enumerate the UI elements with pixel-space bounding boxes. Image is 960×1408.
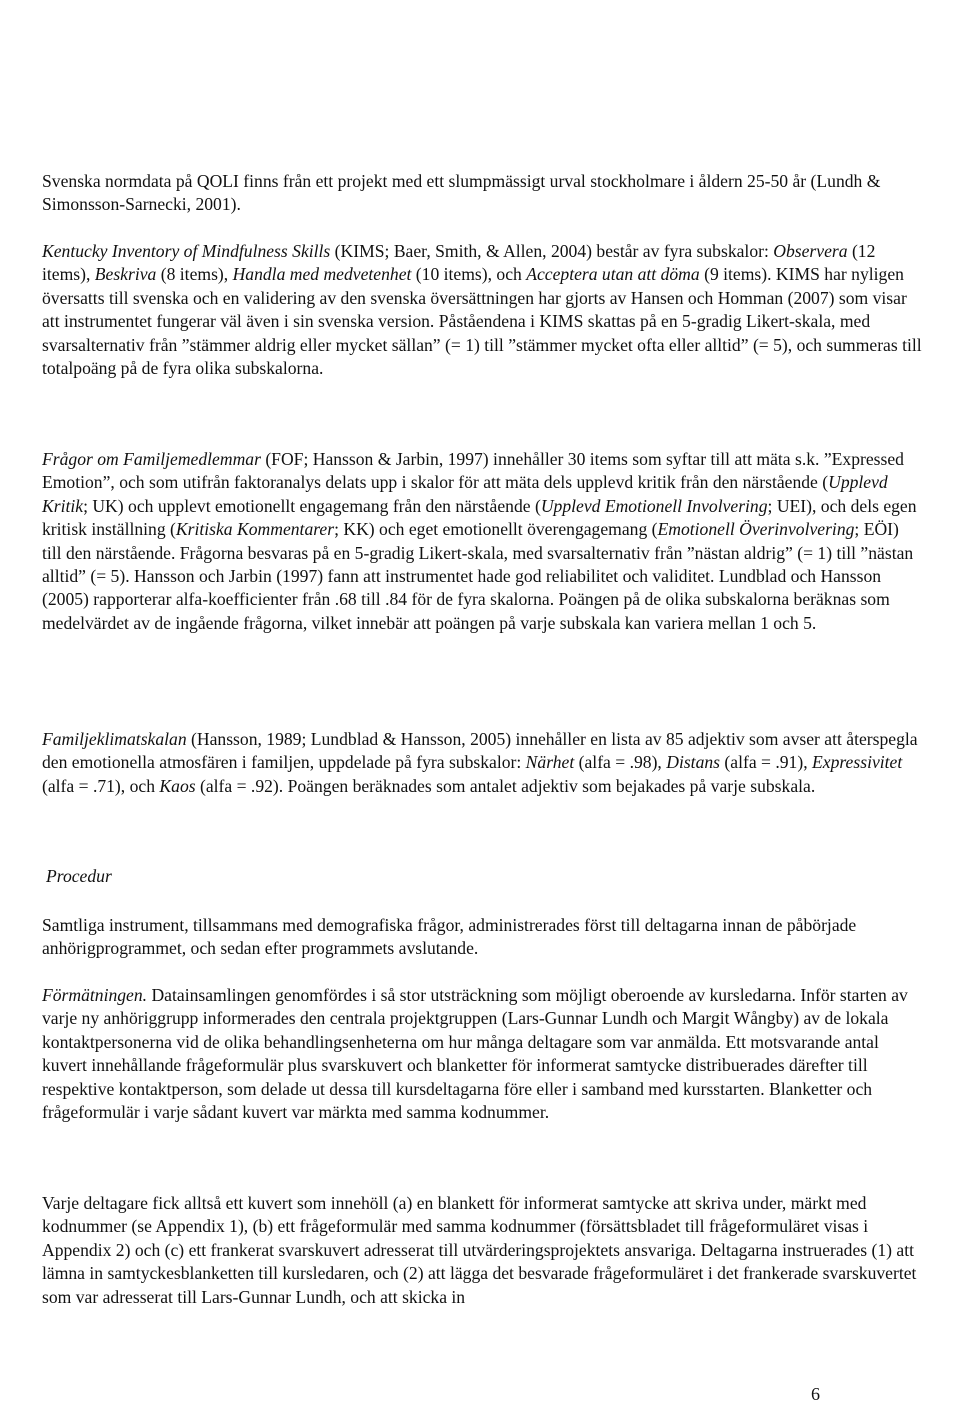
italic-term: Frågor om Familjemedlemmar bbox=[42, 449, 261, 469]
italic-term: Expressivitet bbox=[812, 752, 903, 773]
text-run: ; UK) och upplevt emotionellt engagemang från den närstående ( bbox=[83, 495, 541, 516]
text-run: (12 items), bbox=[42, 241, 876, 285]
text-run: (KIMS; Baer, Smith, & Allen, 2004) består av fyra subskalor: bbox=[330, 241, 774, 261]
paragraph-kims bbox=[42, 240, 922, 380]
paragraph-formatningen bbox=[42, 984, 922, 1124]
paragraph-qoli-norms bbox=[42, 170, 922, 217]
text-run: (9 items). KIMS har nyligen översatts till svenska och en validering av den svenska översättningen har gjorts av Hansen och Homman (2007) som visar att instrumentet fungerar väl även i sin svenska version. Påståendena i KIMS skattas på en 5-gradig Likert-skala, med svarsalternativ från ”stämmer aldrig eller mycket sällan” (= 1) till ”stämmer mycket ofta eller alltid” (= 5), och summeras till totalpoäng på de fyra olika subskalorna. bbox=[42, 264, 922, 379]
text-run: (alfa = .92). Poängen beräknades som antalet adjektiv som bejakades på varje subskala. bbox=[195, 775, 816, 796]
italic-term: Upplevd Emotionell Involvering bbox=[540, 495, 768, 516]
text-run: (alfa = .98), bbox=[574, 752, 667, 773]
italic-term: Emotionell Överinvolvering bbox=[657, 519, 855, 540]
text-run: ; KK) och eget emotionellt överengagemang ( bbox=[334, 519, 658, 540]
text-run: ; UEI), och dels egen kritisk inställning ( bbox=[42, 495, 917, 540]
italic-term: Kaos bbox=[159, 775, 196, 796]
section-heading-procedur: Procedur bbox=[46, 866, 112, 886]
italic-term: Upplevd Kritik bbox=[42, 472, 888, 516]
text-run: (alfa = .71), och bbox=[42, 775, 160, 796]
text-run: (FOF; Hansson & Jarbin, 1997) innehåller 30 items som syftar till att mäta s.k. ”Expressed Emotion”, och som utifrån faktoranalys delats upp i skalor för att mäta dels upplevd kritik från den närstående ( bbox=[42, 449, 904, 493]
italic-term: Kritiska Kommentarer bbox=[175, 519, 335, 540]
text-run: (8 items), bbox=[156, 264, 233, 285]
italic-term: Distans bbox=[666, 752, 721, 773]
text-run: Datainsamlingen genomfördes i så stor utsträckning som möjligt oberoende av kursledarna. Inför starten av varje ny anhöriggrupp informerades den centrala projektgruppen (Lars-Gunnar Lundh och Margit Wångby) av de lokala kontaktpersonerna vid de olika behandlingsenheterna om hur många deltagare som var anmälda. Ett motsvarande antal kuvert innehållande frågeformulär plus svarskuvert och blanketter för informerat samtycke distribuerades därefter till respektive kontaktperson, som delade ut dessa till kursdeltagarna före eller i samband med kursstarten. Blanketter och frågeformulär i varje sådant kuvert var märkta med samma kodnummer. bbox=[42, 985, 908, 1123]
italic-term: Närhet bbox=[525, 752, 575, 773]
paragraph-samtliga-instrument bbox=[42, 914, 922, 961]
italic-term: Beskriva bbox=[94, 264, 157, 285]
italic-term: Acceptera utan att döma bbox=[526, 264, 700, 285]
paragraph-familjeklimatskalan bbox=[42, 728, 922, 798]
italic-term: Kentucky Inventory of Mindfulness Skills bbox=[42, 241, 331, 261]
text-run: (alfa = .91), bbox=[720, 752, 813, 773]
italic-term: Handla med medvetenhet bbox=[232, 264, 412, 285]
text-run: Varje deltagare fick alltså ett kuvert som innehöll (a) en blankett för informerat samtycke att skriva under, märkt med kodnummer (se Appendix 1), (b) ett frågeformulär med samma kodnummer (försättsbladet till frågeformuläret visas i Appendix 2) och (c) ett frankerat svarskuvert adresserat till utvärderingsprojektets ansvariga. Deltagarna instruerades (1) att lämna in samtyckesblanketten till kursledaren, och (2) att lägga det besvarade frågeformuläret i det frankerade svarskuvertet som var adresserat till Lars-Gunnar Lundh, och att skicka in bbox=[42, 1193, 917, 1307]
paragraph-fof bbox=[42, 448, 922, 635]
italic-term: Familjeklimatskalan bbox=[42, 729, 187, 749]
text-run: Svenska normdata på QOLI finns från ett projekt med ett slumpmässigt urval stockholmare i åldern 25-50 år (Lundh & Simonsson-Sarnecki, 2001). bbox=[42, 171, 881, 215]
page-number: 6 bbox=[811, 1384, 820, 1404]
text-run: Samtliga instrument, tillsammans med demografiska frågor, administrerades först till deltagarna innan de påbörjade anhörigprogrammet, och sedan efter programmets avslutande. bbox=[42, 915, 857, 959]
text-run: (Hansson, 1989; Lundblad & Hansson, 2005) innehåller en lista av 85 adjektiv som avser att återspegla den emotionella atmosfären i familjen, uppdelade på fyra subskalor: bbox=[42, 729, 918, 773]
text-run: (10 items), och bbox=[411, 264, 527, 285]
italic-term: Förmätningen. bbox=[42, 985, 148, 1005]
italic-term: Observera bbox=[773, 241, 848, 261]
text-run: ; EÖI) till den närstående. Frågorna besvaras på en 5-gradig Likert-skala, med svarsalternativ från ”nästan aldrig” (= 1) till ”nästan alltid” (= 5). Hansson och Jarbin (1997) fann att instrumentet hade god reliabilitet och validitet. Lundblad och Hansson (2005) rapporterar alfa-koefficienter från .68 till .84 för de fyra skalorna. Poängen på de olika subskalorna beräknas som medelvärdet av de ingående frågorna, vilket innebär att poängen på varje subskala kan variera mellan 1 och 5. bbox=[42, 519, 914, 633]
paragraph-varje-deltagare bbox=[42, 1192, 922, 1309]
